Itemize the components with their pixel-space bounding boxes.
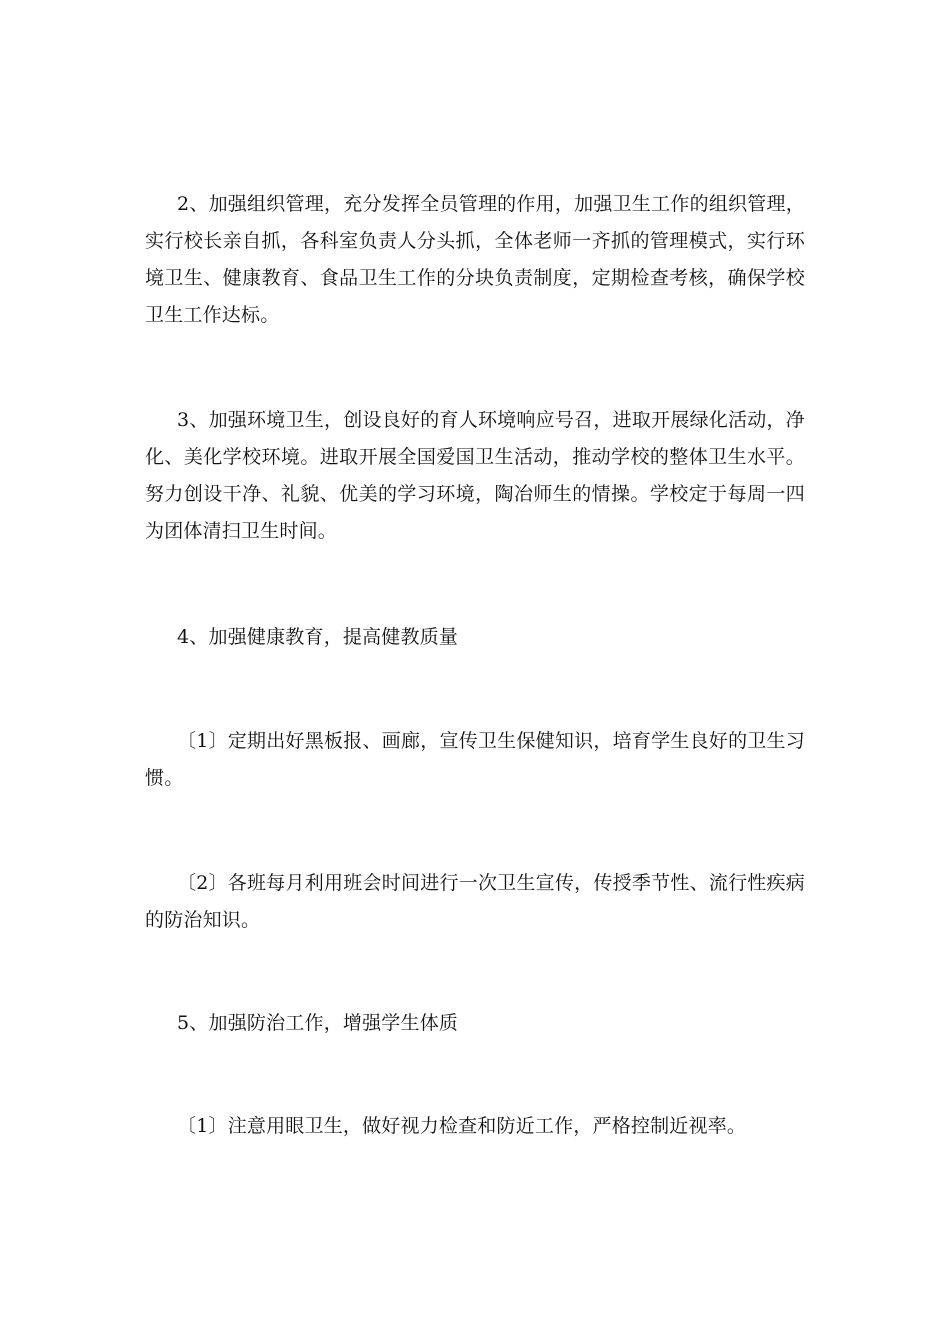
- paragraph-class-meeting-publicity: 〔2〕各班每月利用班会时间进行一次卫生宣传，传授季节性、流行性疾病的防治知识。: [145, 872, 805, 931]
- paragraph-eye-hygiene: 〔1〕注意用眼卫生，做好视力检查和防近工作，严格控制近视率。: [177, 1115, 747, 1137]
- paragraph-organization-management: 2、加强组织管理，充分发挥全员管理的作用，加强卫生工作的组织管理，实行校长亲自抓，各科室负责人分头抓，全体老师一齐抓的管理模式，实行环境卫生、健康教育、食品卫生工作的分块负责制度，定期检查考核，确保学校卫生工作达标。: [145, 193, 805, 326]
- heading-health-education: 4、加强健康教育，提高健教质量: [177, 626, 459, 648]
- heading-prevention-work: 5、加强防治工作，增强学生体质: [177, 1012, 459, 1034]
- paragraph-environment-hygiene: 3、加强环境卫生，创设良好的育人环境响应号召，进取开展绿化活动，净化、美化学校环境。进取开展全国爱国卫生活动，推动学校的整体卫生水平。努力创设干净、礼貌、优美的学习环境，陶冶师生的情操。学校定于每周一四为团体清扫卫生时间。: [145, 409, 805, 542]
- paragraph-blackboard-publicity: 〔1〕定期出好黑板报、画廊，宣传卫生保健知识，培育学生良好的卫生习惯。: [145, 730, 805, 789]
